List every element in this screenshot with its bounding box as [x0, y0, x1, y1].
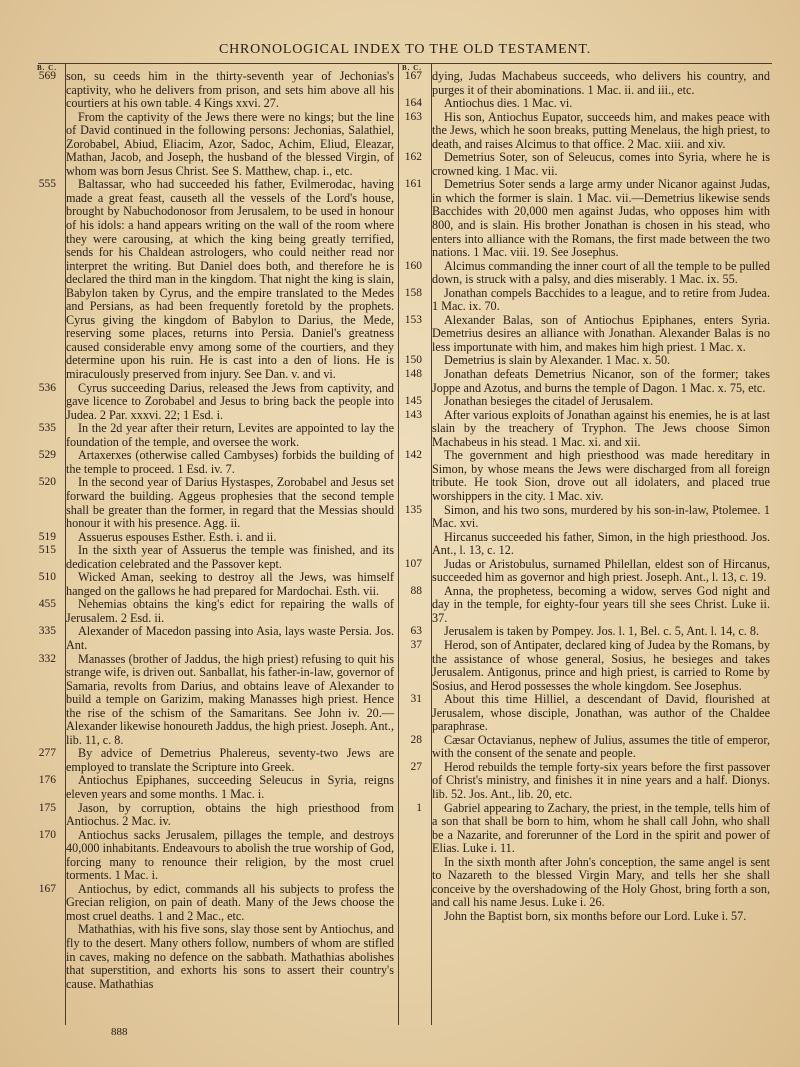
entry-text: Judas or Aristobulus, surnamed Philellan, eldest son of Hircanus, succeeded him as governor and high priest. Joseph. Ant., l. 13, c. 19.: [432, 556, 770, 585]
entry-text: After various exploits of Jonathan against his enemies, he is at last slain by the treachery of Tryphon. The Jews choose Simon Machabeus in his stead. 1 Mac. xi. and xii.: [432, 407, 770, 449]
left-column: [38, 69, 394, 991]
entry-text: Gabriel appearing to Zachary, the priest, in the temple, tells him of a son that shall be born to him, whom he shall call John, who shall be a Nazarite, and forerunner of the Lord in the spirit and power of Elias. Luke i. 11.: [432, 800, 770, 856]
chronology-entry: [38, 597, 394, 625]
chronology-entry: [38, 177, 394, 382]
entry-text: Anna, the prophetess, becoming a widow, serves God night and day in the temple, for eighty-four years till she sees Christ. Luke ii. 37.: [432, 583, 770, 625]
chronology-entry: [416, 800, 770, 856]
chronology-entry: [38, 746, 394, 774]
chronology-entry: [404, 502, 770, 531]
chronology-entry: [410, 732, 770, 761]
chronology-entry: [38, 543, 394, 571]
entry-text: Jerusalem is taken by Pompey. Jos. l. 1, Bel. c. 5, Ant. l. 14, c. 8.: [444, 624, 760, 639]
entry-date: 529: [38, 449, 56, 462]
entry-text: Herod rebuilds the temple forty-six years before the first passover of Christ's ministry, and finishes it in nine years and a half. Dionys. lib. 52. Jos. Ant., lib. 20, etc.: [432, 759, 770, 801]
entry-text: Cæsar Octavianus, nephew of Julius, assumes the title of emperor, with the consent of the senate and people.: [432, 732, 770, 761]
chronology-entry: [410, 637, 770, 693]
chronology-entry: [404, 407, 770, 450]
center-divider: [398, 63, 399, 1025]
entry-date: 135: [404, 503, 422, 516]
chronology-entry: [38, 448, 394, 476]
entry-date: 535: [38, 422, 56, 435]
chronology-entry: [38, 881, 394, 924]
entry-text: Alcimus commanding the inner court of all the temple to be pulled down, is struck with a palsy, and dies miserably. 1 Mac. ix. 55.: [432, 258, 770, 287]
entry-text: In the sixth month after John's conception, the same angel is sent to Nazareth to the blessed Virgin Mary, and tells her she shall conceive by the overshadowing of the Holy Ghost, bring forth a son, and call his name Jesus. Luke i. 26.: [432, 854, 770, 910]
entry-date: 158: [404, 286, 422, 299]
chronology-entry: [38, 624, 394, 652]
chronology-entry: [432, 531, 770, 558]
entry-date: 161: [404, 178, 422, 191]
entry-text: Alexander of Macedon passing into Asia, lays waste Persia. Jos. Ant.: [66, 624, 394, 652]
entry-date: 63: [410, 625, 422, 638]
entry-text: Jonathan defeats Demetrius Nicanor, son of the former; takes Joppe and Azotus, and burns the temple of Dagon. 1 Mac. x. 75, etc.: [432, 367, 770, 395]
entry-date: 31: [410, 693, 422, 706]
entry-text: Simon, and his two sons, murdered by his son-in-law, Ptolemee. 1 Mac. xvi.: [432, 502, 770, 531]
entry-text: By advice of Demetrius Phalereus, seventy-two Jews are employed to translate the Scripture into Greek.: [66, 746, 394, 774]
right-column: [404, 69, 770, 923]
entry-date: 28: [410, 733, 422, 746]
entry-text: Nehemias obtains the king's edict for repairing the walls of Jerusalem. 2 Esd. ii.: [66, 597, 394, 625]
chronology-entry: [38, 421, 394, 449]
entry-text: From the captivity of the Jews there were no kings; but the line of David continued in the following persons: Jechonias, Salathiel, Zorobabel, Abiud, Eliacim, Azor, Sadoc, Achim, Eliud, Eleazar, Mathan, Jacob, and Joseph, the husband of the blessed Virgin, of whom was born Jesus Christ. See S. Matthew, chap. i., etc.: [66, 109, 394, 178]
entry-text: Jonathan besieges the citadel of Jerusalem.: [444, 394, 654, 409]
entry-date: 167: [38, 882, 56, 895]
entry-date: 37: [410, 638, 422, 651]
entry-date: 167: [404, 70, 422, 82]
entry-date: 555: [38, 178, 56, 191]
entry-date: 107: [404, 557, 422, 570]
chronology-entry: [38, 800, 394, 829]
entry-date: 335: [38, 625, 56, 638]
chronology-entry: [404, 312, 770, 355]
entry-text: In the 2d year after their return, Levites are appointed to lay the foundation of the temple, and oversee the work.: [66, 421, 394, 449]
entry-text: son, su ceeds him in the thirty-seventh year of Jechonias's captivity, who he delivers from prison, and sets him above all his courtiers at his own table. 4 Kings xxvi. 27.: [66, 69, 394, 111]
entry-text: In the second year of Darius Hystaspes, Zorobabel and Jesus set forward the building. Aggeus prophesies that the second temple shall be greater than the former, in regard that the Messias should honour it with his presence. Agg. ii.: [66, 475, 394, 531]
entry-date: 163: [404, 110, 422, 123]
entry-date: 277: [38, 747, 56, 760]
entry-text: dying, Judas Machabeus succeeds, who delivers his country, and purges it of their abominations. 1 Mac. ii. and iii., etc.: [432, 69, 770, 97]
chronology-entry: [404, 285, 770, 314]
entry-date: 176: [38, 774, 56, 787]
entry-text: Demetrius is slain by Alexander. 1 Mac. x. 50.: [444, 353, 671, 368]
chronology-entry: [404, 394, 770, 409]
entry-text: Herod, son of Antipater, declared king of Judea by the Romans, by the assistance of whose general, Sosius, he besieges and takes Jerusalem. Antigonus, prince and high priest, is carried to Rome by Sosius, and Herod possesses the whole kingdom. See Josephus.: [432, 637, 770, 693]
entry-text: Jonathan compels Bacchides to a league, and to retire from Judea. 1 Mac. ix. 70.: [432, 285, 770, 314]
entry-text: Assuerus espouses Esther. Esth. i. and ii.: [78, 529, 277, 544]
entry-date: 520: [38, 476, 56, 489]
chronology-entry: [38, 570, 394, 598]
chronology-entry: [38, 380, 394, 423]
entry-date: 145: [404, 395, 422, 408]
entry-date: 510: [38, 571, 56, 584]
entry-date: 1: [416, 801, 422, 814]
entry-text: Demetrius Soter, son of Seleucus, comes into Syria, where he is crowned king. 1 Mac. vii.: [432, 150, 770, 178]
entry-date: 519: [38, 530, 56, 543]
entry-text: Cyrus succeeding Darius, released the Jews from captivity, and gave licence to Zorobabel and Jesus to bring back the people into Judea. 2 Par. xxxvi. 22; 1 Esd. i.: [66, 380, 394, 422]
chronology-entry: [38, 475, 394, 531]
chronology-entry: [404, 258, 770, 287]
entry-date: 536: [38, 381, 56, 394]
chronology-entry: [66, 111, 394, 179]
entry-date: 153: [404, 313, 422, 326]
bc-label-right: B. C.: [402, 64, 422, 72]
entry-date: 164: [404, 97, 422, 110]
page-title: CHRONOLOGICAL INDEX TO THE OLD TESTAMENT.: [218, 42, 592, 57]
chronology-entry: [404, 69, 770, 97]
entry-text: Antiochus Epiphanes, succeeding Seleucus in Syria, reigns eleven years and some months. 1 Mac. i.: [66, 773, 394, 801]
entry-text: About this time Hilliel, a descendant of David, flourished at Jerusalem, whose disciple, Jonathan, was author of the Chaldee paraphrase.: [432, 692, 770, 734]
entry-text: Hircanus succeeded his father, Simon, in the high priesthood. Jos. Ant., l. 13, c. 12.: [432, 529, 770, 558]
entry-date: 332: [38, 652, 56, 665]
entry-text: Alexander Balas, son of Antiochus Epiphanes, enters Syria. Demetrius desires an alliance with Jonathan. Alexander Balas is no less importunate with him, and makes him high priest. 1 Mac. x.: [432, 312, 770, 354]
chronology-entry: [432, 856, 770, 910]
entry-date: 142: [404, 449, 422, 462]
chronology-entry: [404, 556, 770, 585]
entry-date: 455: [38, 598, 56, 611]
entry-date: 170: [38, 828, 56, 841]
chronology-entry: [404, 109, 770, 152]
chronology-entry: [38, 651, 394, 748]
entry-text: Antiochus dies. 1 Mac. vi.: [444, 96, 573, 111]
chronology-entry: [410, 692, 770, 734]
entry-text: Baltassar, who had succeeded his father, Evilmerodac, having made a great feast, causeth all the vessels of the Lord's house, brought by Nabuchodonosor from Jerusalem, to be used in honour of his idols: a hand appears writing on the wall of the room where they were carousing, at which the king being greatly terrified, sends for his Chaldean astrologers, who could neither read nor interpret the writing. But Daniel does both, and therefore he is declared the third man in the kingdom. That night the king is slain, Babylon taken by Cyrus, and the empire translated to the Medes and Persians, as had been frequently foretold by the prophets. Cyrus giving the kingdom of Babylon to Darius, the Mede, reserving some places, returns into Persia. Daniel's greatness caused considerable envy among some of the courtiers, and they determine upon his ruin. He is cast into a den of lions. He is miraculously preserved from injury. See Dan. v. and vi.: [66, 177, 394, 382]
entry-text: In the sixth year of Assuerus the temple was finished, and its dedication celebrated and the Passover kept.: [66, 543, 394, 571]
entry-date: 27: [410, 760, 422, 773]
entry-date: 88: [410, 584, 422, 597]
page-number: 888: [111, 1026, 128, 1038]
entry-date: 175: [38, 801, 56, 814]
entry-date: 160: [404, 259, 422, 272]
chronology-entry: [38, 69, 394, 111]
entry-date: 515: [38, 544, 56, 557]
entry-text: Artaxerxes (otherwise called Cambyses) forbids the building of the temple to proceed. 1 Esd. iv. 7.: [66, 448, 394, 476]
bc-label-left: B. C.: [37, 64, 57, 72]
entry-date: 148: [404, 368, 422, 381]
chronology-entry: [404, 353, 770, 368]
entry-date: 150: [404, 354, 422, 367]
chronology-entry: [66, 923, 394, 991]
chronology-entry: [410, 759, 770, 802]
chronology-entry: [410, 583, 770, 626]
chronology-entry: [404, 150, 770, 178]
chronology-entry: [404, 96, 770, 111]
entry-text: Antiochus, by edict, commands all his subjects to profess the Grecian religion, on pain of death. Many of the Jews choose the most cruel deaths. 1 and 2 Mac., etc.: [66, 881, 394, 923]
chronology-entry: [404, 367, 770, 395]
chronology-entry: [404, 177, 770, 260]
entry-text: Antiochus sacks Jerusalem, pillages the temple, and destroys 40,000 inhabitants. Endeavours to abolish the true worship of God, forcing many to renounce their religion, by the most cruel torments. 1 Mac. i.: [66, 827, 394, 883]
entry-date: 569: [38, 70, 56, 82]
chronology-entry: [38, 773, 394, 801]
entry-date: 143: [404, 408, 422, 421]
chronology-entry: [404, 448, 770, 503]
entry-date: 162: [404, 151, 422, 164]
entry-text: The government and high priesthood was made hereditary in Simon, by whose means the Jews were discharged from all foreign tribute. He took Sion, drove out all idolaters, and placed true worshippers in the city. 1 Mac. xiv.: [432, 448, 770, 503]
entry-text: His son, Antiochus Eupator, succeeds him, and makes peace with the Jews, which he soon breaks, putting Menelaus, the high priest, to death, and raises Alcimus to that office. 2 Mac. xiii. and xiv.: [432, 109, 770, 151]
entry-text: Manasses (brother of Jaddus, the high priest) refusing to quit his strange wife, is driven out. Sanballat, his father-in-law, governor of Samaria, revolts from Darius, and obtains leave of Alexander to build a temple on Garizim, making Manasses high priest. Hence the rise of the schism of the Samaritans. See John iv. 20.—Alexander likewise honoureth Jaddus, the high priest. Joseph. Ant., lib. 11, c. 8.: [66, 651, 394, 747]
entry-text: Mathathias, with his five sons, slay those sent by Antiochus, and fly to the desert. Many others follow, numbers of whom are stifled in caves, making no defence on the sabbath. Mathathias abolishes that superstition, and exhorts his sons to assert their country's cause. Mathathias: [66, 922, 394, 991]
entry-text: Jason, by corruption, obtains the high priesthood from Antiochus. 2 Mac. iv.: [66, 800, 394, 829]
entry-text: John the Baptist born, six months before our Lord. Luke i. 57.: [444, 908, 747, 923]
chronology-entry: [432, 910, 770, 924]
chronology-entry: [38, 529, 394, 545]
entry-text: Wicked Aman, seeking to destroy all the Jews, was himself hanged on the gallows he had prepared for Mardochai. Esth. vii.: [66, 570, 394, 598]
chronology-entry: [410, 624, 770, 639]
chronology-entry: [38, 827, 394, 883]
entry-text: Demetrius Soter sends a large army under Nicanor against Judas, in which the former is slain. 1 Mac. vii.—Demetrius likewise sends Bacchides with 20,000 men against Judas, who opposes him with 800, and is slain. His brother Jonathan is chosen in his stead, who enters into alliance with the Romans, the first made between the two nations. 1 Mac. viii. 19. See Josephus.: [432, 177, 770, 260]
